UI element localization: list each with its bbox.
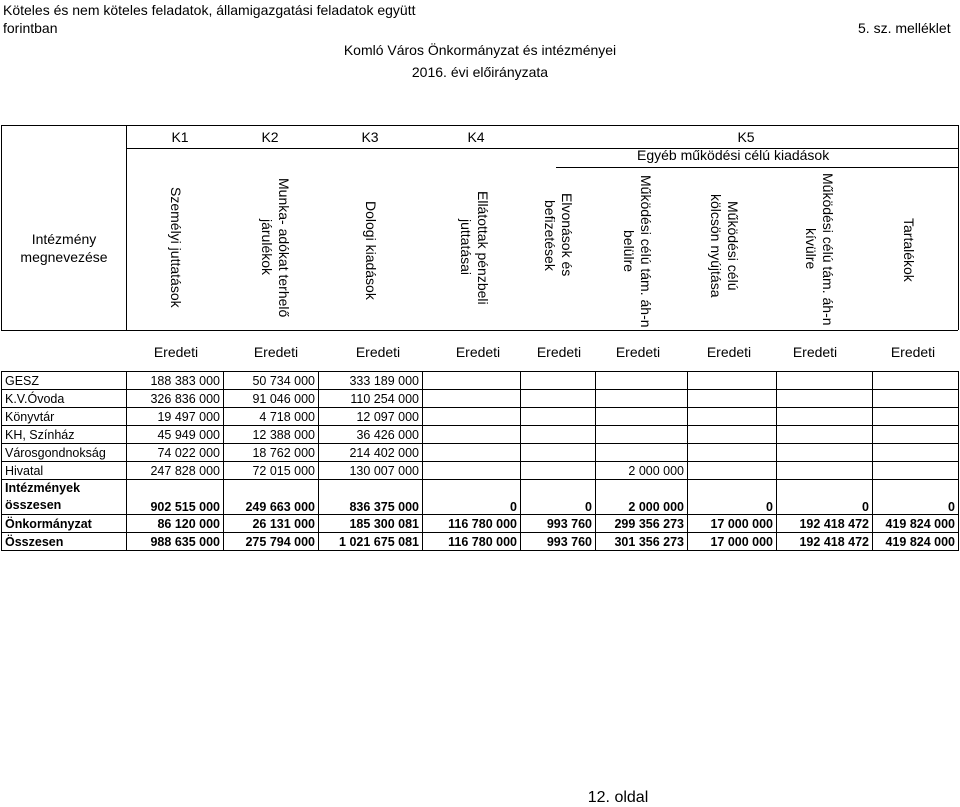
table-cell [688, 444, 777, 462]
group-k2: K2 [261, 129, 279, 145]
table-cell [873, 444, 959, 462]
table-cell [777, 372, 873, 390]
subheader-original: Eredeti [890, 344, 936, 360]
table-cell [521, 462, 596, 480]
table-cell [596, 408, 688, 426]
table-row [2, 515, 959, 533]
table-cell [873, 390, 959, 408]
table-row [2, 444, 959, 462]
table-cell [423, 390, 521, 408]
table-cell [596, 390, 688, 408]
row-label: Összesen [2, 533, 127, 551]
table-cell [688, 390, 777, 408]
table-cell: 26 131 000 [224, 515, 319, 533]
group-k4: K4 [467, 129, 485, 145]
table-cell [688, 426, 777, 444]
table-cell [423, 372, 521, 390]
column-loans: Működési célú kölcsön nyújtása [708, 194, 741, 298]
table-cell: 12 097 000 [319, 408, 423, 426]
table-cell [777, 444, 873, 462]
table-cell: 116 780 000 [423, 533, 521, 551]
table-cell: 4 718 000 [224, 408, 319, 426]
table-cell: 18 762 000 [224, 444, 319, 462]
budget-table [1, 371, 959, 551]
table-cell [423, 426, 521, 444]
column-benefits: Ellátottak pénzbeli juttatásai [458, 190, 491, 305]
column-personnel: Személyi juttatások [168, 187, 184, 308]
page-number: 12. oldal [587, 789, 649, 806]
table-cell [777, 426, 873, 444]
table-cell: 116 780 000 [423, 515, 521, 533]
row-label: Hivatal [2, 462, 127, 480]
table-cell [873, 426, 959, 444]
table-cell [777, 462, 873, 480]
subheader-original: Eredeti [536, 344, 582, 360]
subheader-original: Eredeti [253, 344, 299, 360]
table-cell: 326 836 000 [127, 390, 224, 408]
table-cell [596, 444, 688, 462]
table-cell: 214 402 000 [319, 444, 423, 462]
subheader-original: Eredeti [455, 344, 501, 360]
table-row [2, 408, 959, 426]
row-label: K.V.Óvoda [2, 390, 127, 408]
table-cell: 299 356 273 [596, 515, 688, 533]
table-cell [521, 372, 596, 390]
subheader-original: Eredeti [706, 344, 752, 360]
table-cell: 419 824 000 [873, 533, 959, 551]
table-cell: 192 418 472 [777, 515, 873, 533]
row-label: GESZ [2, 372, 127, 390]
table-cell: 91 046 000 [224, 390, 319, 408]
table-cell: 45 949 000 [127, 426, 224, 444]
table-cell: 36 426 000 [319, 426, 423, 444]
row-label: Könyvtár [2, 408, 127, 426]
table-cell: 275 794 000 [224, 533, 319, 551]
table-cell: 72 015 000 [224, 462, 319, 480]
table-row [2, 462, 959, 480]
table-cell [873, 462, 959, 480]
table-cell: 17 000 000 [688, 515, 777, 533]
table-cell: 988 635 000 [127, 533, 224, 551]
table-cell [777, 390, 873, 408]
table-cell [688, 462, 777, 480]
table-cell: 247 828 000 [127, 462, 224, 480]
group-k3: K3 [361, 129, 379, 145]
column-institution-name: Intézmény megnevezése [20, 231, 108, 265]
subheader-original: Eredeti [792, 344, 838, 360]
table-cell [596, 372, 688, 390]
table-row [2, 480, 959, 515]
table-cell: 2 000 000 [596, 462, 688, 480]
table-cell: 993 760 [521, 533, 596, 551]
table-cell [521, 390, 596, 408]
table-cell: 1 021 675 081 [319, 533, 423, 551]
table-cell [688, 372, 777, 390]
column-contributions: Munka- adókat terhelő járulékok [259, 177, 292, 318]
group-k5: K5 [737, 129, 755, 145]
currency-unit: forintban [3, 20, 58, 36]
subheader-original: Eredeti [153, 344, 199, 360]
table-cell [688, 408, 777, 426]
annex-number: 5. sz. melléklet [858, 20, 951, 36]
column-support-internal: Működési célú tám. áh-n belülre [621, 174, 654, 328]
table-cell: 192 418 472 [777, 533, 873, 551]
table-cell: 249 663 000 [224, 480, 319, 515]
table-row [2, 426, 959, 444]
column-reserves: Tartalékok [901, 218, 917, 282]
table-cell: 419 824 000 [873, 515, 959, 533]
table-cell: 993 760 [521, 515, 596, 533]
table-cell: 86 120 000 [127, 515, 224, 533]
table-cell: 902 515 000 [127, 480, 224, 515]
budget-year: 2016. évi előirányzata [411, 64, 549, 80]
table-cell: 0 [521, 480, 596, 515]
table-cell [873, 372, 959, 390]
table-cell [521, 444, 596, 462]
table-cell: 17 000 000 [688, 533, 777, 551]
table-cell [873, 408, 959, 426]
row-label: Önkormányzat [2, 515, 127, 533]
table-cell: 110 254 000 [319, 390, 423, 408]
document-title: Köteles és nem köteles feladatok, államigazgatási feladatok együtt [3, 2, 416, 18]
table-cell [596, 426, 688, 444]
row-label: KH, Színház [2, 426, 127, 444]
table-cell: 0 [873, 480, 959, 515]
table-cell: 333 189 000 [319, 372, 423, 390]
group-k5-subtitle: Egyéb működési célú kiadások [637, 147, 830, 163]
table-cell: 130 007 000 [319, 462, 423, 480]
row-label: Intézmények összesen [2, 480, 127, 515]
table-cell: 0 [423, 480, 521, 515]
organization-name: Komló Város Önkormányzat és intézményei [343, 42, 617, 58]
table-cell: 50 734 000 [224, 372, 319, 390]
table-cell: 185 300 081 [319, 515, 423, 533]
table-cell: 301 356 273 [596, 533, 688, 551]
table-cell: 188 383 000 [127, 372, 224, 390]
column-material: Dologi kiadások [363, 200, 379, 300]
subheader-original: Eredeti [615, 344, 661, 360]
table-row [2, 390, 959, 408]
table-cell: 0 [777, 480, 873, 515]
table-cell: 0 [688, 480, 777, 515]
table-cell [521, 426, 596, 444]
table-cell: 836 375 000 [319, 480, 423, 515]
table-cell [777, 408, 873, 426]
row-label: Városgondnokság [2, 444, 127, 462]
column-deductions: Elvonások és befizetések [542, 193, 575, 277]
table-cell [423, 408, 521, 426]
table-cell: 74 022 000 [127, 444, 224, 462]
column-support-external: Működési célú tám. áh-n kívülre [803, 172, 836, 326]
subheader-original: Eredeti [355, 344, 401, 360]
table-cell: 2 000 000 [596, 480, 688, 515]
table-cell [423, 444, 521, 462]
table-cell: 12 388 000 [224, 426, 319, 444]
table-cell: 19 497 000 [127, 408, 224, 426]
table-cell [423, 462, 521, 480]
group-k1: K1 [171, 129, 189, 145]
table-row [2, 372, 959, 390]
table-row [2, 533, 959, 551]
table-cell [521, 408, 596, 426]
